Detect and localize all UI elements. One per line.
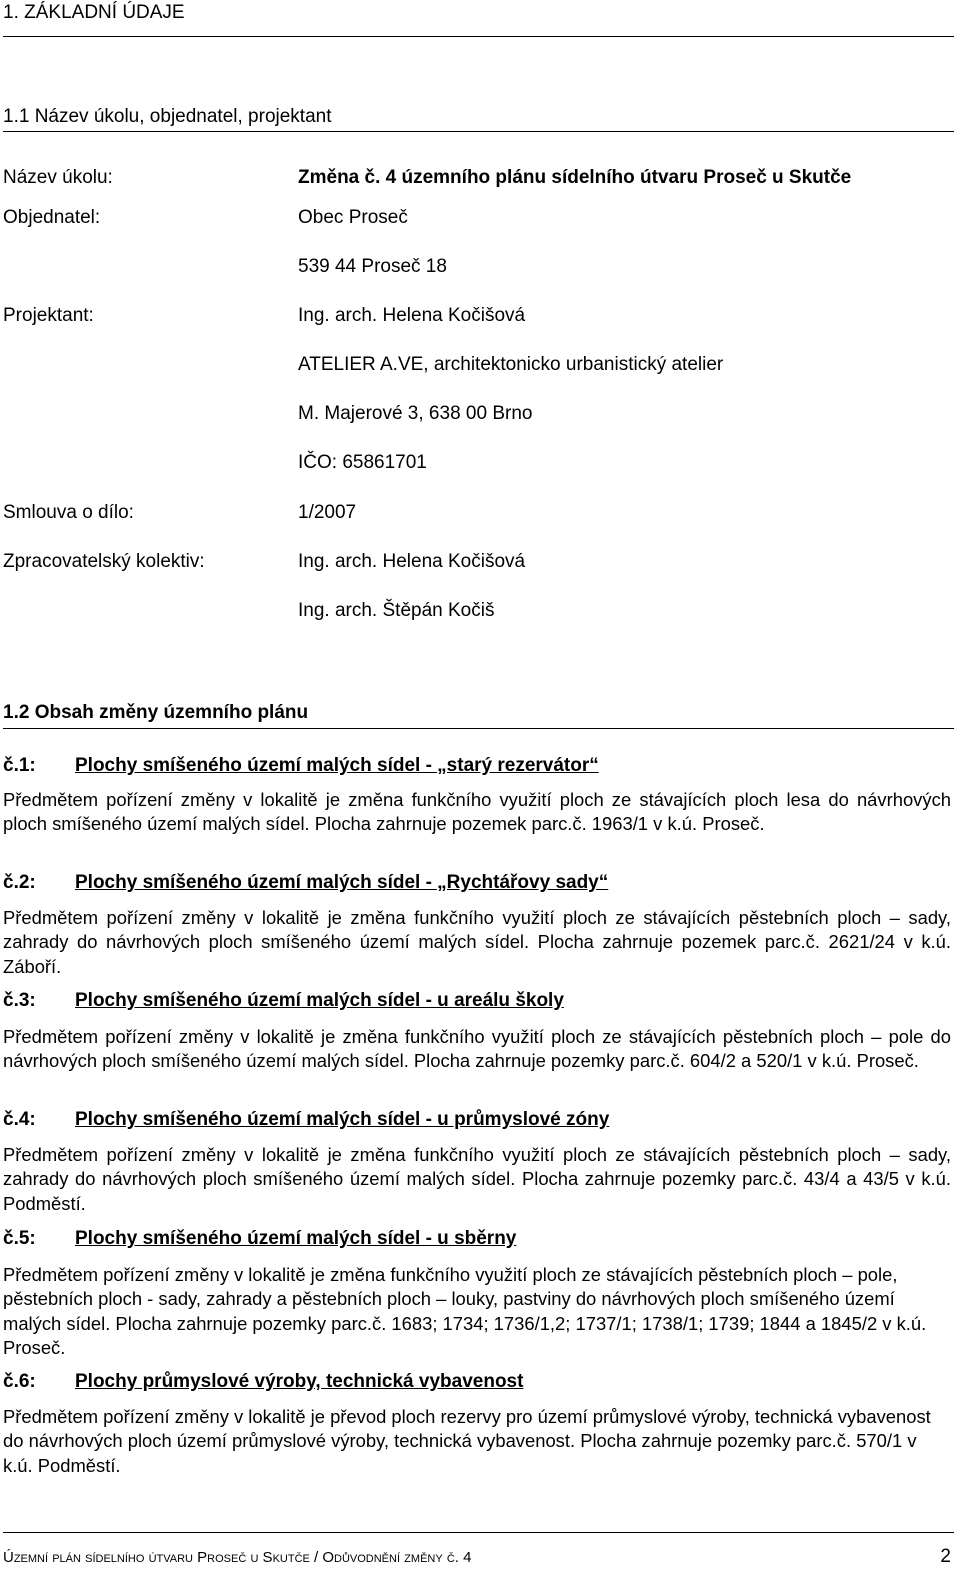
section-1-text: Předmětem pořízení změny v lokalitě je změna funkčního využití ploch ze stávajících ploch lesa do návrhových ploch smíšeného území malých sídel. Plocha zahrnuje pozemek parc.č. 1963/1 v k.ú. Proseč. bbox=[3, 789, 951, 835]
section-5-number: č.5: bbox=[3, 1228, 36, 1249]
section-4-number: č.4: bbox=[3, 1109, 36, 1130]
section-6-text: Předmětem pořízení změny v lokalitě je převod ploch rezervy pro území průmyslové výroby, technická vybavenost do návrhových ploch území průmyslové výroby, technická vybavenost. Plocha zahrnuje pozemky parc.č. 570/1 v k.ú. Podměstí. bbox=[3, 1406, 931, 1476]
smlouva-value: 1/2007 bbox=[298, 502, 357, 523]
projektant-label: Projektant: bbox=[3, 305, 94, 326]
section-2-text: Předmětem pořízení změny v lokalitě je změna funkčního využití ploch ze stávajících pěstebních ploch – sady, zahrady do návrhových ploch smíšeného území malých sídel. Plocha zahrnuje pozemek parc.č. 2621/24 v k.ú. Záboří. bbox=[3, 907, 951, 977]
section-1-heading bbox=[3, 755, 599, 777]
section-heading-1: 1. ZÁKLADNÍ ÚDAJE bbox=[3, 2, 185, 23]
objednatel-line-2: 539 44 Proseč 18 bbox=[298, 256, 447, 277]
section-3-number: č.3: bbox=[3, 990, 36, 1011]
section-3-text: Předmětem pořízení změny v lokalitě je změna funkčního využití ploch ze stávajících pěstebních ploch – pole do návrhových ploch smíšeného území malých sídel. Plocha zahrnuje pozemky parc.č. 604/2 a 520/1 v k.ú. Proseč. bbox=[3, 1026, 951, 1072]
heading-1-2-rule bbox=[3, 728, 954, 729]
section-6-title: Plochy průmyslové výroby, technická vybavenost bbox=[75, 1371, 524, 1392]
projektant-line-2: ATELIER A.VE, architektonicko urbanistický atelier bbox=[298, 354, 724, 375]
heading-1-rule bbox=[3, 36, 954, 37]
section-4-heading bbox=[3, 1109, 609, 1131]
section-2-title: Plochy smíšeného území malých sídel - „Rychtářovy sady“ bbox=[75, 872, 609, 893]
section-3-title: Plochy smíšeného území malých sídel - u areálu školy bbox=[75, 990, 564, 1011]
footer-text: Územní plán sídelního útvaru Proseč u Skutče / Odůvodnění změny č. 4 bbox=[3, 1549, 472, 1566]
section-6-heading bbox=[3, 1371, 523, 1393]
kolektiv-line-1: Ing. arch. Helena Kočišová bbox=[298, 551, 526, 572]
nazev-label: Název úkolu: bbox=[3, 167, 113, 188]
projektant-line-4: IČO: 65861701 bbox=[298, 452, 427, 473]
section-heading-1-1: 1.1 Název úkolu, objednatel, projektant bbox=[3, 106, 332, 127]
section-2-number: č.2: bbox=[3, 872, 36, 893]
projektant-line-3: M. Majerové 3, 638 00 Brno bbox=[298, 403, 533, 424]
section-5-title: Plochy smíšeného území malých sídel - u sběrny bbox=[75, 1228, 517, 1249]
section-1-number: č.1: bbox=[3, 755, 36, 776]
objednatel-line-1: Obec Proseč bbox=[298, 207, 408, 228]
section-3-heading bbox=[3, 990, 564, 1012]
section-4-title: Plochy smíšeného území malých sídel - u průmyslové zóny bbox=[75, 1109, 610, 1130]
objednatel-label: Objednatel: bbox=[3, 207, 101, 228]
projektant-line-1: Ing. arch. Helena Kočišová bbox=[298, 305, 526, 326]
kolektiv-label: Zpracovatelský kolektiv: bbox=[3, 551, 205, 572]
page-number: 2 bbox=[940, 1546, 951, 1567]
footer-rule bbox=[3, 1532, 954, 1533]
section-5-heading bbox=[3, 1228, 516, 1250]
kolektiv-line-2: Ing. arch. Štěpán Kočiš bbox=[298, 600, 495, 621]
smlouva-label: Smlouva o dílo: bbox=[3, 502, 134, 523]
section-5-text: Předmětem pořízení změny v lokalitě je změna funkčního využití ploch ze stávajících pěstebních ploch – pole, pěstebních ploch - sady, zahrady a pěstebních ploch – louky, pastviny do návrhových ploch smíšeného území malých sídel. Plocha zahrnuje pozemky parc.č. 1683; 1734; 1736/1,2; 1737/1; 1738/1; 1739; 1844 a 1845/2 v k.ú. Proseč. bbox=[3, 1264, 927, 1358]
section-4-text: Předmětem pořízení změny v lokalitě je změna funkčního využití ploch ze stávajících pěstebních ploch – sady, zahrady do návrhových ploch smíšeného území malých sídel. Plocha zahrnuje pozemky parc.č. 43/4 a 43/5 v k.ú. Podměstí. bbox=[3, 1144, 951, 1214]
section-2-heading bbox=[3, 872, 608, 894]
section-6-number: č.6: bbox=[3, 1371, 36, 1392]
nazev-value: Změna č. 4 územního plánu sídelního útvaru Proseč u Skutče bbox=[298, 167, 852, 188]
heading-1-1-rule bbox=[3, 131, 954, 132]
section-heading-1-2: 1.2 Obsah změny územního plánu bbox=[3, 702, 309, 723]
section-1-title: Plochy smíšeného území malých sídel - „starý rezervátor“ bbox=[75, 755, 599, 776]
